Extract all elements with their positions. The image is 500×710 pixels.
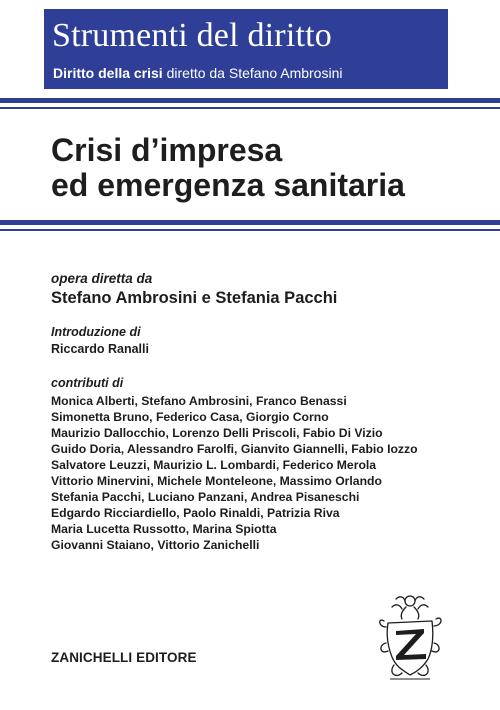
series-banner <box>44 9 448 89</box>
contributor-line: Vittorio Minervini, Michele Monteleone, Massimo Orlando <box>51 474 382 488</box>
editors-label: opera diretta da <box>51 271 153 286</box>
contributor-line: Maria Lucetta Russotto, Marina Spiotta <box>51 522 277 536</box>
series-subtitle-rest: diretto da Stefano Ambrosini <box>162 65 343 81</box>
editors-names: Stefano Ambrosini e Stefania Pacchi <box>51 289 338 307</box>
intro-author: Riccardo Ranalli <box>51 342 149 356</box>
contributor-line: Edgardo Ricciardiello, Paolo Rinaldi, Patrizia Riva <box>51 506 340 520</box>
series-subtitle <box>53 64 342 82</box>
top-rule-thick <box>0 98 500 103</box>
publisher-name: ZANICHELLI EDITORE <box>51 650 197 665</box>
intro-label: Introduzione di <box>51 325 141 339</box>
zanichelli-z-emblem-icon <box>372 593 450 683</box>
book-title <box>51 133 405 203</box>
contributor-line: Guido Doria, Alessandro Farolfi, Gianvito Giannelli, Fabio Iozzo <box>51 442 418 456</box>
contributor-line: Giovanni Staiano, Vittorio Zanichelli <box>51 538 260 552</box>
bottom-rule-thin <box>0 229 500 231</box>
contributor-line: Simonetta Bruno, Federico Casa, Giorgio Corno <box>51 410 329 424</box>
contributor-line: Monica Alberti, Stefano Ambrosini, Franco Benassi <box>51 394 347 408</box>
book-title-line2: ed emergenza sanitaria <box>51 167 405 203</box>
contributor-line: Stefania Pacchi, Luciano Panzani, Andrea Pisaneschi <box>51 490 360 504</box>
contributor-line: Salvatore Leuzzi, Maurizio L. Lombardi, Federico Merola <box>51 458 377 472</box>
series-title: Strumenti del diritto <box>52 17 332 54</box>
book-title-line1: Crisi d’impresa <box>51 132 283 168</box>
contributor-line: Maurizio Dallocchio, Lorenzo Delli Priscoli, Fabio Di Vizio <box>51 426 383 440</box>
bottom-rule-thick <box>0 220 500 225</box>
top-rule-thin <box>0 107 500 109</box>
contributors-list <box>51 393 418 553</box>
series-subtitle-bold: Diritto della crisi <box>53 65 163 81</box>
contributors-label: contributi di <box>51 376 124 390</box>
